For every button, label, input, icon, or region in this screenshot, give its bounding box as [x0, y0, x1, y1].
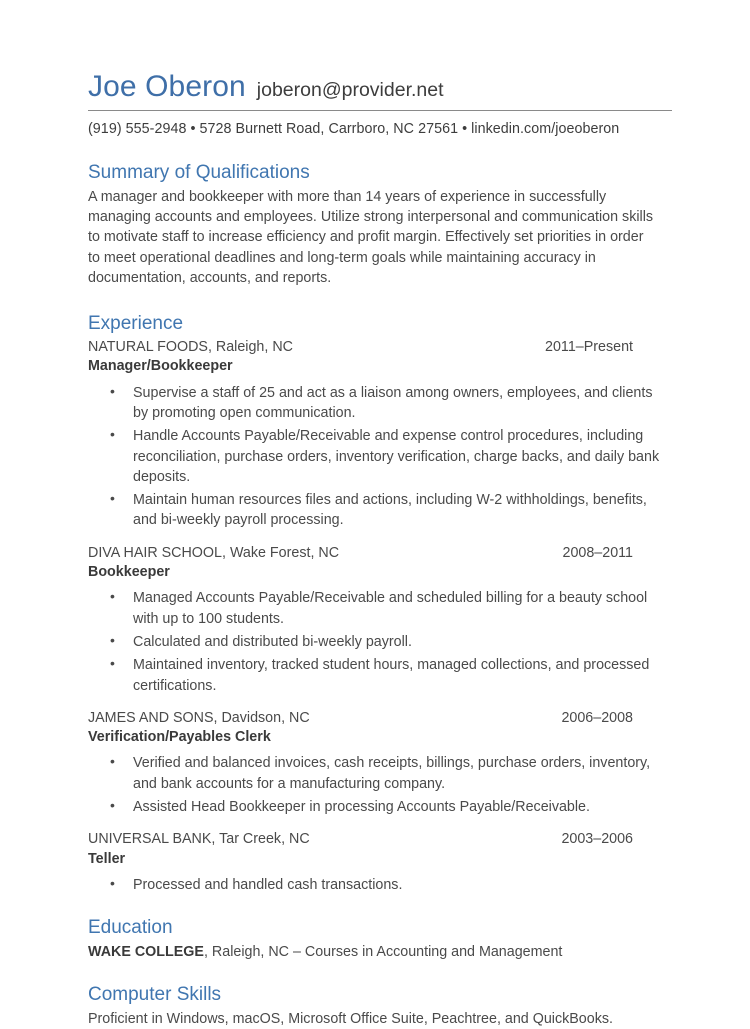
job-header — [88, 338, 633, 357]
job-company: NATURAL FOODS, Raleigh, NC — [88, 339, 293, 356]
job-title: Manager/Bookkeeper — [88, 358, 233, 375]
education-heading: Education — [88, 917, 173, 939]
job-bullets — [88, 588, 672, 695]
education-detail: , Raleigh, NC – Courses in Accounting and Management — [203, 944, 563, 960]
list-item: • Maintain human resources files and actions, including W-2 withholdings, benefits, and bi-weekly payroll processing. — [88, 490, 663, 531]
skills-heading: Computer Skills — [88, 984, 222, 1006]
summary-heading: Summary of Qualifications — [88, 162, 310, 183]
email-address[interactable]: joberon@provider.net — [256, 79, 444, 101]
job-dates: 2006–2008 — [561, 709, 633, 726]
job-entry — [88, 544, 672, 696]
list-item: • Processed and handled cash transactions. — [88, 875, 663, 895]
job-title: Verification/Payables Clerk — [88, 729, 271, 746]
list-item: • Managed Accounts Payable/Receivable and scheduled billing for a beauty school with up to 100 students. — [88, 588, 663, 629]
job-header — [88, 830, 633, 849]
experience-heading: Experience — [88, 313, 184, 335]
list-item: • Supervise a staff of 25 and act as a liaison among owners, employees, and clients by promoting open communication. — [88, 383, 663, 424]
contact-separator-1: • — [190, 121, 196, 137]
contact-separator-2: • — [462, 121, 468, 137]
phone-number: (919) 555-2948 — [88, 121, 187, 137]
linkedin-url[interactable]: linkedin.com/joeoberon — [471, 121, 620, 137]
job-dates: 2008–2011 — [562, 544, 633, 561]
summary-section — [88, 162, 672, 288]
education-entry — [88, 942, 672, 962]
job-dates: 2003–2006 — [561, 831, 633, 848]
list-item: • Maintained inventory, tracked student hours, managed collections, and processed certifications. — [88, 655, 663, 696]
job-title: Bookkeeper — [88, 564, 170, 581]
skills-text: Proficient in Windows, macOS, Microsoft Office Suite, Peachtree, and QuickBooks. — [88, 1011, 613, 1028]
job-header — [88, 544, 633, 563]
job-company: UNIVERSAL BANK, Tar Creek, NC — [88, 831, 310, 848]
summary-text: A manager and bookkeeper with more than 14 years of experience in successfully managing accounts and employees. Utilize strong interpersonal and communication skills to motivate staff to increase efficiency and profit margin. Effectively set priorities in order to meet operational deadlines and long-term goals while maintaining accuracy in documentation, accounts, and reports. — [88, 188, 654, 286]
job-entry — [88, 709, 672, 817]
job-company: JAMES AND SONS, Davidson, NC — [88, 709, 310, 726]
header-divider — [88, 110, 672, 111]
contact-line — [88, 121, 672, 137]
list-item: • Assisted Head Bookkeeper in processing Accounts Payable/Receivable. — [88, 797, 663, 817]
experience-section — [88, 313, 672, 895]
list-item: • Verified and balanced invoices, cash receipts, billings, purchase orders, inventory, and bank accounts for a manufacturing company. — [88, 753, 663, 794]
skills-section — [88, 984, 672, 1029]
resume-header — [88, 70, 672, 137]
job-entry — [88, 338, 672, 531]
job-header — [88, 709, 633, 728]
list-item: • Handle Accounts Payable/Receivable and expense control procedures, including reconciliation, purchase orders, inventory verification, charge backs, and daily bank deposits. — [88, 426, 663, 487]
job-entry — [88, 830, 672, 895]
education-section — [88, 917, 672, 962]
street-address: 5728 Burnett Road, Carrboro, NC 27561 — [199, 121, 459, 137]
job-bullets — [88, 753, 672, 817]
education-school: WAKE COLLEGE — [88, 944, 204, 960]
job-bullets — [88, 875, 672, 895]
job-bullets — [88, 383, 672, 531]
job-company: DIVA HAIR SCHOOL, Wake Forest, NC — [88, 544, 340, 561]
job-title: Teller — [88, 850, 126, 867]
list-item: • Calculated and distributed bi-weekly payroll. — [88, 632, 663, 652]
name-email-row — [88, 70, 672, 103]
page-title: Joe Oberon — [88, 70, 246, 103]
job-dates: 2011–Present — [545, 339, 633, 356]
